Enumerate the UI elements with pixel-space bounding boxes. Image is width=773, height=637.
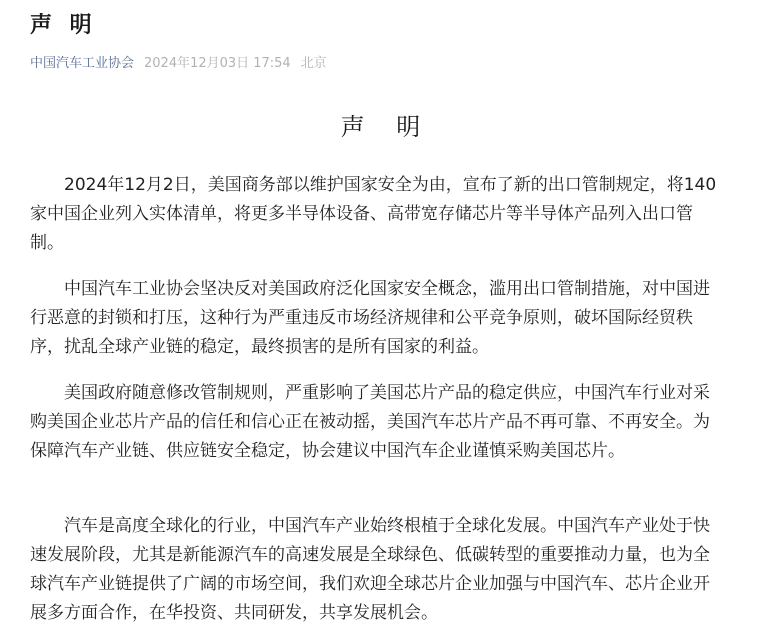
publish-location: 北京 [300,56,327,71]
statement-paragraph-3: 美国政府随意修改管制规则，严重影响了美国芯片产品的稳定供应，中国汽车行业对采购美国企业芯片产品的信任和信心正在被动摇，美国汽车芯片产品不再可靠、不再安全。为保障汽车产业链、供应链安全稳定，协会建议中国汽车企业谨慎采购美国芯片。 [30,383,710,461]
statement-paragraph-1: 2024年12月2日，美国商务部以维护国家安全为由，宣布了新的出口管制规定，将140家中国企业列入实体清单，将更多半导体设备、高带宽存储芯片等半导体产品列入出口管制。 [30,175,717,253]
statement-paragraph-2: 中国汽车工业协会坚决反对美国政府泛化国家安全概念，滥用出口管制措施，对中国进行恶意的封锁和打压，这种行为严重违反市场经济规律和公平竞争原则，破坏国际经贸秩序，扰乱全球产业链的稳定，最终损害的是所有国家的利益。 [30,279,710,357]
statement-heading: 声 明 [340,113,433,141]
account-name-link[interactable]: 中国汽车工业协会 [30,56,135,71]
statement-paragraph-4: 汽车是高度全球化的行业，中国汽车产业始终根植于全球化发展。中国汽车产业处于快速发展阶段，尤其是新能源汽车的高速发展是全球绿色、低碳转型的重要推动力量，也为全球汽车产业链提供了广阔的市场空间，我们欢迎全球芯片企业加强与中国汽车、芯片企业开展多方面合作，在华投资、共同研发，共享发展机会。 [30,516,710,623]
article-title: 声 明 [30,13,97,38]
publish-date: 2024年12月03日 [144,56,250,71]
article-meta [30,54,327,74]
publish-time: 17:54 [253,56,291,71]
